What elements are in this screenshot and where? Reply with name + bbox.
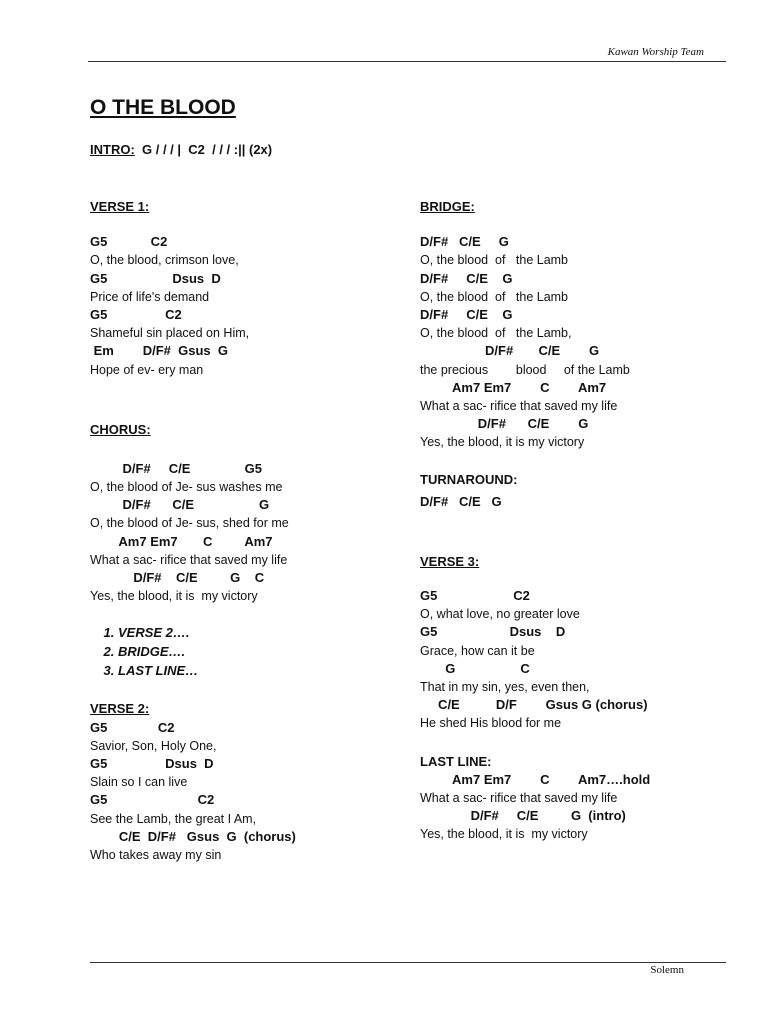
chord-line: D/F# C/E G xyxy=(420,234,509,250)
lyric-line: Savior, Son, Holy One, xyxy=(90,738,217,753)
right-column xyxy=(420,198,720,843)
verse1-heading: VERSE 1: xyxy=(90,199,150,214)
lyric-line: See the Lamb, the great I Am, xyxy=(90,811,257,826)
chord-line: G5 Dsus D xyxy=(90,270,221,286)
verse3-block xyxy=(420,587,720,733)
lyric-line: What a sac- rifice that saved my life xyxy=(420,790,618,805)
chord-line: G5 C2 xyxy=(90,306,182,322)
lyric-line: Slain so I can live xyxy=(90,775,188,790)
chord-line: C/E D/F# Gsus G (chorus) xyxy=(90,828,296,844)
intro-chords: G / / / | C2 / / / :|| (2x) xyxy=(134,142,273,157)
chord-line: Am7 Em7 C Am7….hold xyxy=(420,771,651,787)
intro-line xyxy=(90,142,272,157)
intro-label: INTRO: xyxy=(90,142,135,157)
chord-line: D/F# C/E G xyxy=(420,270,513,286)
verse1-block xyxy=(90,233,390,379)
turnaround-chords: D/F# C/E G xyxy=(420,493,502,509)
lyric-line: What a sac- rifice that saved my life xyxy=(420,398,618,413)
tempo-note: Solemn xyxy=(650,964,684,976)
verse3-heading: VERSE 3: xyxy=(420,553,480,569)
arrangement-list xyxy=(90,623,390,680)
chord-line: Am7 Em7 C Am7 xyxy=(420,379,607,395)
verse2-block xyxy=(90,719,390,865)
list-item: 3. LAST LINE… xyxy=(118,661,390,680)
lyric-line: Yes, the blood, it is my victory xyxy=(420,827,588,842)
chord-line: G5 C2 xyxy=(90,792,215,808)
team-name: Kawan Worship Team xyxy=(607,46,704,58)
chord-line: D/F# C/E G xyxy=(90,497,270,513)
bridge-heading: BRIDGE: xyxy=(420,199,475,214)
chord-line: D/F# C/E G C xyxy=(90,570,265,585)
chord-line: D/F# C/E G (intro) xyxy=(420,808,626,824)
chord-line: G5 C2 xyxy=(420,588,530,603)
song-title: O THE BLOOD xyxy=(90,96,236,119)
lyric-line: What a sac- rifice that saved my life xyxy=(90,552,288,567)
lyric-line: O, the blood of Je- sus, shed for me xyxy=(90,516,289,531)
left-column xyxy=(90,198,390,864)
lyric-line: Hope of ev- ery man xyxy=(90,362,204,377)
lyric-line: O, the blood of the Lamb xyxy=(420,253,569,268)
lyric-line: Grace, how can it be xyxy=(420,643,535,658)
chord-line: G5 Dsus D xyxy=(90,755,214,771)
bridge-block xyxy=(420,233,720,451)
lyric-line: That in my sin, yes, even then, xyxy=(420,679,590,694)
chord-line: G5 C2 xyxy=(90,234,168,250)
header-rule xyxy=(88,61,726,62)
lyric-line: Yes, the blood, it is my victory xyxy=(420,435,585,450)
verse2-heading: VERSE 2: xyxy=(90,701,150,717)
lyric-line: O, the blood of the Lamb xyxy=(420,289,569,304)
lyric-line: Who takes away my sin xyxy=(90,847,222,862)
chord-line: D/F# C/E G xyxy=(420,416,589,432)
chord-line: Em D/F# Gsus G xyxy=(90,343,228,359)
list-item: 1. VERSE 2…. xyxy=(118,623,390,642)
lyric-line: Price of life's demand xyxy=(90,289,210,304)
lyric-line: Yes, the blood, it is my victory xyxy=(90,589,258,604)
footer-rule xyxy=(90,962,726,963)
chord-line: D/F# C/E G xyxy=(420,343,600,359)
lastline-heading: LAST LINE: xyxy=(420,753,492,769)
lastline-block xyxy=(420,771,720,844)
lyric-line: the precious blood of the Lamb xyxy=(420,362,630,377)
chord-line: D/F# C/E G xyxy=(420,306,513,322)
lyric-line: O, what love, no greater love xyxy=(420,607,580,622)
chord-line: G5 Dsus D xyxy=(420,624,566,640)
chord-line: D/F# C/E G5 xyxy=(90,460,262,476)
lyric-line: Shameful sin placed on Him, xyxy=(90,326,250,341)
lyric-line: O, the blood of Je- sus washes me xyxy=(90,480,283,495)
chord-line: Am7 Em7 C Am7 xyxy=(90,533,273,549)
lyric-line: O, the blood of the Lamb, xyxy=(420,326,572,341)
turnaround-heading: TURNAROUND: xyxy=(420,472,518,488)
chorus-block xyxy=(90,460,390,606)
chorus-heading: CHORUS: xyxy=(90,421,151,437)
chord-line: C/E D/F Gsus G (chorus) xyxy=(420,697,648,713)
chord-line: G5 C2 xyxy=(90,719,175,735)
chord-line: G C xyxy=(420,660,530,676)
lyric-line: He shed His blood for me xyxy=(420,716,562,731)
lyric-line: O, the blood, crimson love, xyxy=(90,253,239,268)
list-item: 2. BRIDGE…. xyxy=(118,642,390,661)
